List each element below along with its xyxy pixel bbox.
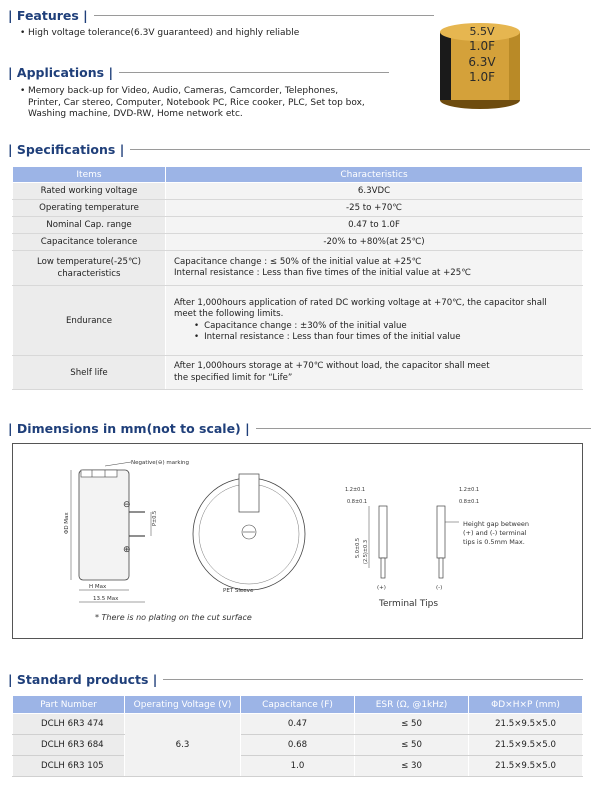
minus-terminal-icon: ⊖: [123, 500, 131, 510]
side-view: [64, 460, 189, 602]
svg-text:0.8±0.1: 0.8±0.1: [459, 499, 480, 505]
table-row: [13, 735, 583, 756]
applications-line-1: Memory back-up for Video, Audio, Cameras, Camcorder, Telephones,: [28, 86, 339, 96]
capacitance: 0.68: [241, 735, 355, 756]
svg-text:(2.5)±0.3: (2.5)±0.3: [363, 540, 369, 564]
svg-text:Negative(⊖) marking: Negative(⊖) marking: [131, 460, 190, 466]
spec-item: Nominal Cap. range: [13, 217, 166, 234]
table-row: [13, 234, 583, 251]
package-dims: 21.5×9.5×5.0: [469, 756, 583, 777]
terminal-tips-view: [345, 487, 529, 609]
top-view: [193, 474, 305, 594]
table-row: [13, 217, 583, 234]
specifications-rule: [130, 149, 590, 150]
spec-item: Capacitance tolerance: [13, 234, 166, 251]
dimensions-drawing: [13, 444, 582, 638]
spec-value: Capacitance change : ≤ 50% of the initial value at +25℃ Internal resistance : Less than five times of the initial value at +25℃: [166, 251, 583, 286]
standard-products-title: | Standard products |: [8, 671, 158, 687]
terminal-tips-label: Terminal Tips: [379, 599, 439, 609]
svg-text:(+): (+): [377, 585, 386, 591]
dimensions-header: [8, 419, 591, 437]
plus-terminal-icon: ⊕: [123, 545, 131, 555]
spec-value: After 1,000hours application of rated DC working voltage at +70℃, the capacitor shall meet the following limits. • Capacitance change : ±30% of the initial value • Internal resistance : Less than four times of the initial value: [166, 286, 583, 356]
plating-note: * There is no plating on the cut surface: [95, 613, 252, 622]
p-dimension: P±0.5: [152, 510, 158, 526]
capacitance: 0.47: [241, 714, 355, 735]
table-row: [13, 756, 583, 777]
width-13-5: 13.5 Max: [93, 596, 119, 602]
spec-value: 6.3VDC: [166, 183, 583, 200]
spec-item: Shelf life: [13, 356, 166, 390]
col-part-number: Part Number: [13, 696, 125, 714]
table-row: [13, 356, 583, 390]
spec-header-items: Items: [13, 167, 166, 183]
specifications-title: | Specifications |: [8, 141, 125, 157]
svg-text:Height gap between: Height gap between: [463, 520, 529, 528]
applications-line-3: Washing machine, DVD-RW, Home network etc.: [28, 109, 243, 119]
spec-header-row: [13, 167, 583, 183]
features-title: | Features |: [8, 7, 88, 23]
esr: ≤ 30: [355, 756, 469, 777]
spec-value: -25 to +70℃: [166, 200, 583, 217]
applications-line-2: Printer, Car stereo, Computer, Notebook PC, Rice cooker, PLC, Set top box,: [28, 97, 365, 108]
standard-products-rule: [163, 679, 583, 680]
svg-text:(+) and (-) terminal: (+) and (-) terminal: [463, 529, 527, 537]
capacitance: 1.0: [241, 756, 355, 777]
features-header: [8, 6, 434, 24]
package-dims: 21.5×9.5×5.0: [469, 714, 583, 735]
pet-sleeve-label: PET Sleeve: [223, 588, 254, 594]
esr: ≤ 50: [355, 735, 469, 756]
applications-header: [8, 63, 389, 81]
spec-value: -20% to +80%(at 25℃): [166, 234, 583, 251]
dimensions-title: | Dimensions in mm(not to scale) |: [8, 420, 250, 436]
photo-label-4: 1.0F: [469, 70, 495, 84]
table-row: [13, 200, 583, 217]
spec-value: After 1,000hours storage at +70℃ without load, the capacitor shall meet the specified limit for “Life”: [166, 356, 583, 390]
specifications-table: [12, 166, 583, 390]
col-dimensions: ΦD×H×P (mm): [469, 696, 583, 714]
photo-label-3: 6.3V: [468, 55, 496, 69]
standard-products-table: [12, 695, 583, 777]
features-item: • High voltage tolerance(6.3V guaranteed) and highly reliable: [20, 28, 300, 38]
specifications-header: [8, 140, 590, 158]
product-photo: [436, 20, 524, 112]
phi-d-max: ΦD Max: [64, 512, 70, 534]
applications-title: | Applications |: [8, 64, 114, 80]
svg-text:1.2±0.1: 1.2±0.1: [345, 487, 366, 493]
part-number: DCLH 6R3 684: [13, 735, 125, 756]
svg-text:(-): (-): [436, 585, 443, 591]
dimensions-drawing-box: [12, 443, 583, 639]
h-max: H Max: [89, 584, 107, 590]
package-dims: 21.5×9.5×5.0: [469, 735, 583, 756]
standard-products-header: [8, 670, 583, 688]
features-rule: [94, 15, 434, 16]
svg-text:0.8±0.1: 0.8±0.1: [347, 499, 368, 505]
applications-rule: [119, 72, 389, 73]
spec-item: Rated working voltage: [13, 183, 166, 200]
part-number: DCLH 6R3 105: [13, 756, 125, 777]
spec-item: Endurance: [13, 286, 166, 356]
spec-header-characteristics: Characteristics: [166, 167, 583, 183]
spec-value: 0.47 to 1.0F: [166, 217, 583, 234]
products-header-row: [13, 696, 583, 714]
spec-item: Low temperature(-25℃) characteristics: [13, 251, 166, 286]
col-operating-voltage: Operating Voltage (V): [125, 696, 241, 714]
features-list: [20, 28, 299, 40]
col-capacitance: Capacitance (F): [241, 696, 355, 714]
part-number: DCLH 6R3 474: [13, 714, 125, 735]
table-row: [13, 286, 583, 356]
table-row: [13, 183, 583, 200]
spec-item: Operating temperature: [13, 200, 166, 217]
svg-text:5.0±0.5: 5.0±0.5: [355, 537, 361, 558]
operating-voltage: 6.3: [125, 714, 241, 777]
photo-label-2: 1.0F: [469, 39, 495, 53]
applications-list: • Memory back-up for Video, Audio, Cameras, Camcorder, Telephones, Printer, Car stereo, Computer, Notebook PC, Rice cooker, PLC, Set top box, Washing machine, DVD-RW, Home network etc.: [20, 86, 365, 119]
svg-text:1.2±0.1: 1.2±0.1: [459, 487, 480, 493]
table-row: [13, 251, 583, 286]
polarity-band: [440, 32, 451, 100]
photo-label-1: 5.5V: [469, 25, 495, 38]
svg-text:tips is 0.5mm Max.: tips is 0.5mm Max.: [463, 538, 525, 546]
table-row: [13, 714, 583, 735]
dimensions-rule: [256, 428, 591, 429]
esr: ≤ 50: [355, 714, 469, 735]
col-esr: ESR (Ω, @1kHz): [355, 696, 469, 714]
